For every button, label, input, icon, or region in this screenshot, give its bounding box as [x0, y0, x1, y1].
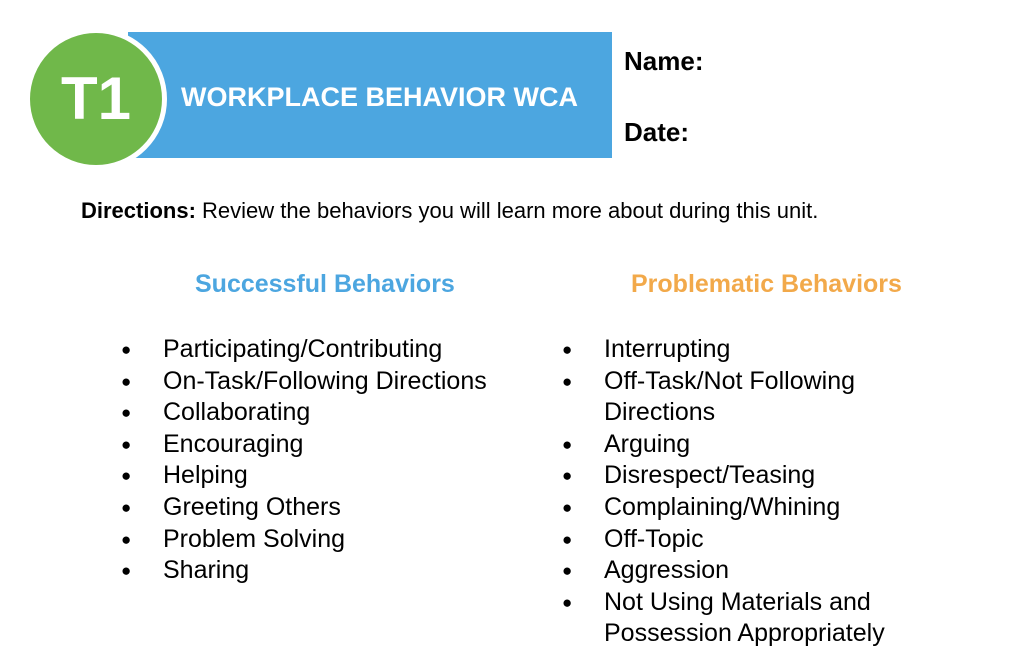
name-label: Name: — [624, 46, 704, 76]
date-label: Date: — [624, 117, 690, 147]
lesson-badge — [25, 28, 167, 170]
list-item: ● Off-Task/Not Following Directions — [562, 366, 962, 429]
problematic-behaviors-list — [562, 334, 962, 650]
successful-behaviors-list — [121, 334, 541, 587]
list-item: ● Greeting Others — [121, 492, 541, 524]
list-item: ● Not Using Materials and Possession Appropriately — [562, 587, 962, 650]
directions-text: Review the behaviors you will learn more about during this unit. — [195, 198, 819, 223]
list-item: ● On-Task/Following Directions — [121, 366, 541, 398]
worksheet-title: WORKPLACE BEHAVIOR WCA — [181, 82, 578, 112]
list-item: ● Off-Topic — [562, 524, 962, 556]
list-item: ● Participating/Contributing — [121, 334, 541, 366]
list-item: ● Sharing — [121, 555, 541, 587]
problematic-behaviors-heading: Problematic Behaviors — [631, 270, 902, 298]
list-item: ● Complaining/Whining — [562, 492, 962, 524]
list-item: ● Helping — [121, 460, 541, 492]
directions-label: Directions: — [81, 198, 196, 223]
lesson-badge-label: T1 — [60, 65, 132, 132]
list-item: ● Arguing — [562, 429, 962, 461]
list-item: ● Interrupting — [562, 334, 962, 366]
list-item: ● Encouraging — [121, 429, 541, 461]
successful-behaviors-heading: Successful Behaviors — [195, 270, 455, 298]
list-item: ● Collaborating — [121, 397, 541, 429]
list-item: ● Aggression — [562, 555, 962, 587]
directions — [81, 198, 818, 224]
list-item: ● Disrespect/Teasing — [562, 460, 962, 492]
list-item: ● Problem Solving — [121, 524, 541, 556]
